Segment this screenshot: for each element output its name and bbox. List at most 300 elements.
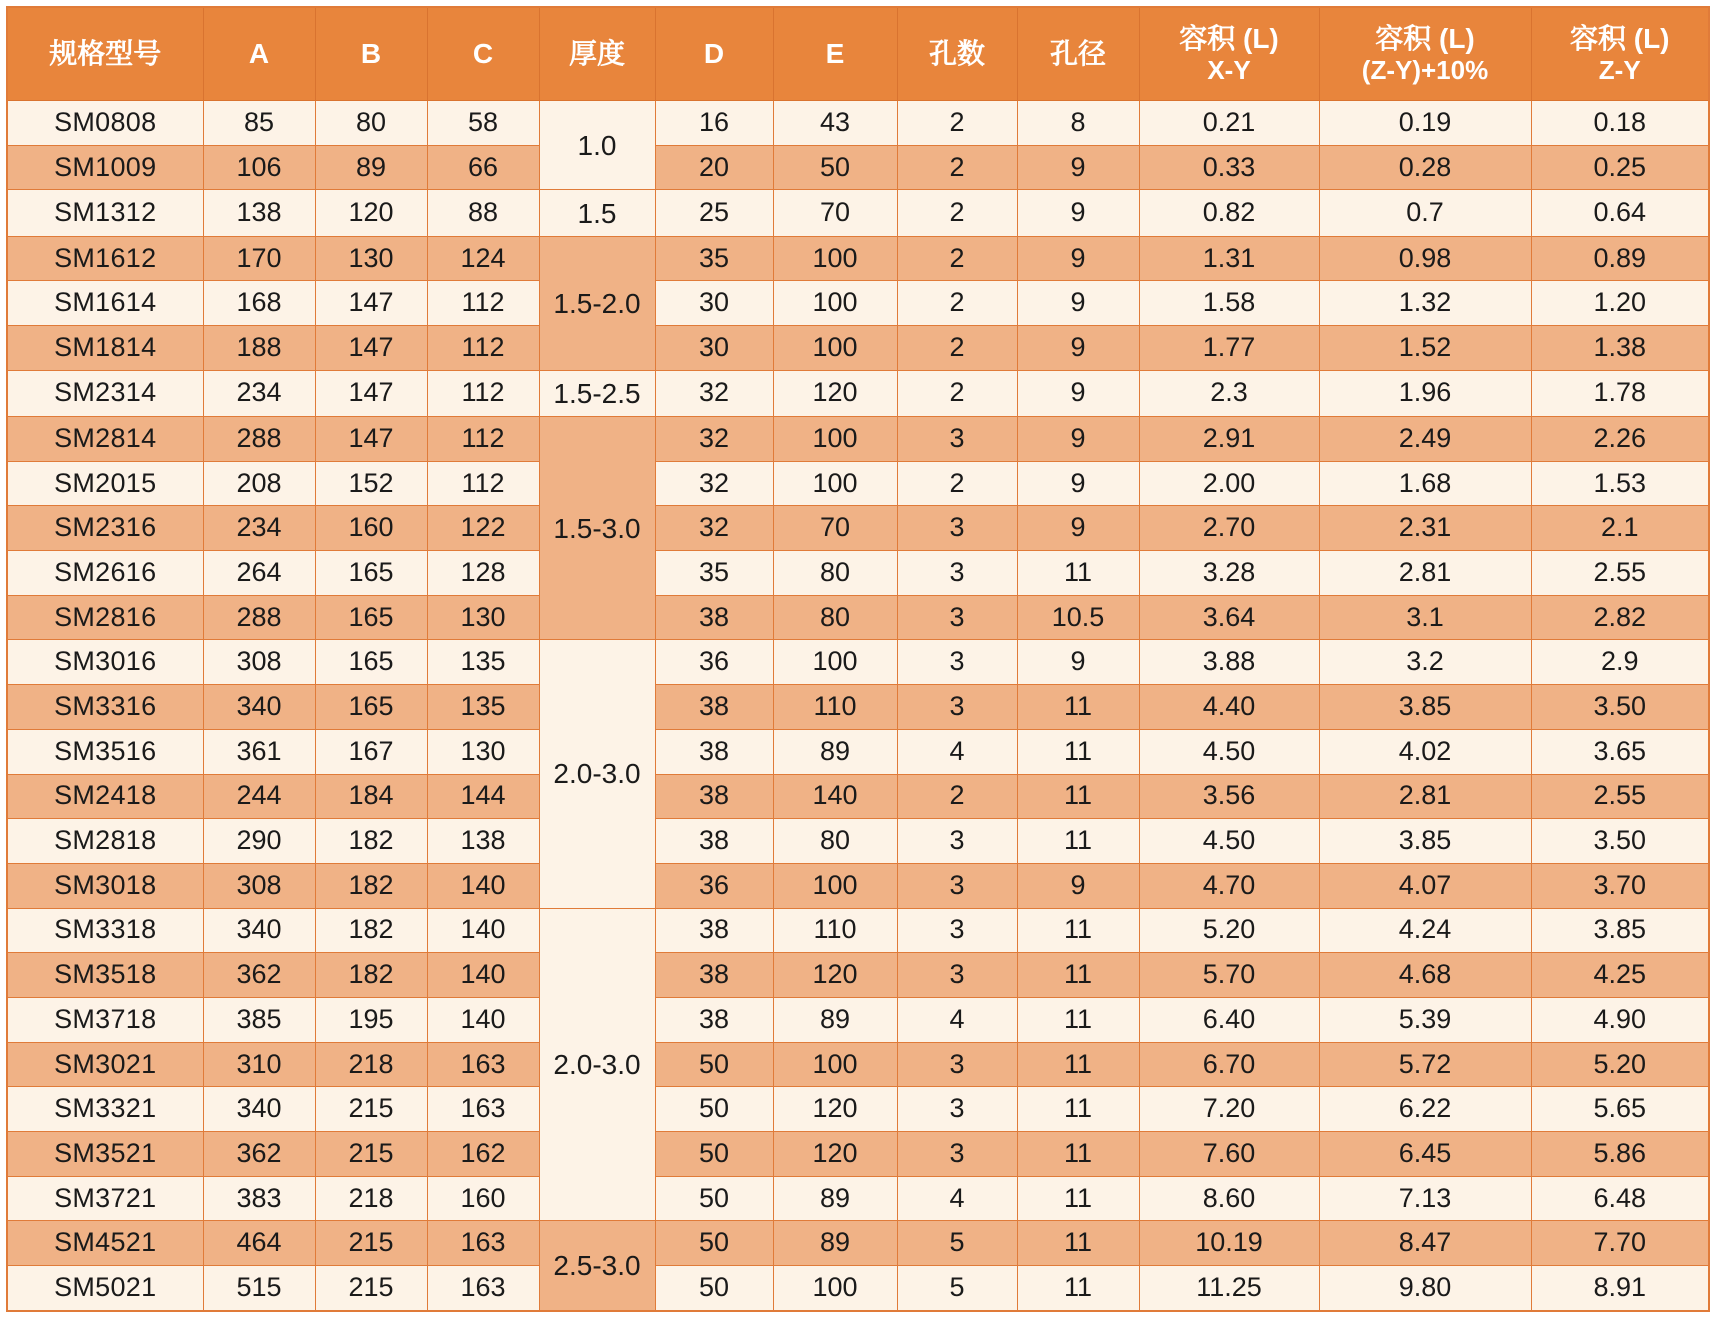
header-main-text: B: [360, 38, 382, 70]
cell-volume-zy: 5.86: [1531, 1132, 1709, 1177]
header-main-text: C: [472, 38, 494, 70]
cell-hole-count: 2: [897, 190, 1017, 236]
cell-model: SM2814: [7, 417, 203, 462]
cell-e: 89: [773, 1176, 897, 1221]
cell-e: 100: [773, 281, 897, 326]
cell-b: 184: [315, 774, 427, 819]
cell-a: 234: [203, 506, 315, 551]
cell-model: SM2818: [7, 819, 203, 864]
cell-volume-zy: 2.55: [1531, 774, 1709, 819]
cell-d: 25: [655, 190, 773, 236]
cell-hole-diameter: 11: [1017, 997, 1139, 1042]
cell-e: 80: [773, 819, 897, 864]
cell-b: 182: [315, 819, 427, 864]
cell-volume-zy: 2.26: [1531, 417, 1709, 462]
cell-volume-xy: 1.58: [1139, 281, 1319, 326]
cell-volume-xy: 0.21: [1139, 101, 1319, 146]
cell-c: 140: [427, 863, 539, 908]
cell-hole-count: 3: [897, 595, 1017, 640]
cell-d: 38: [655, 908, 773, 953]
cell-volume-xy: 5.20: [1139, 908, 1319, 953]
column-header-volume-zy: [1531, 7, 1709, 101]
cell-a: 361: [203, 729, 315, 774]
cell-hole-count: 3: [897, 685, 1017, 730]
cell-a: 362: [203, 953, 315, 998]
cell-volume-zy10: 0.98: [1319, 236, 1531, 281]
cell-volume-zy: 3.65: [1531, 729, 1709, 774]
cell-volume-zy: 3.85: [1531, 908, 1709, 953]
cell-e: 110: [773, 908, 897, 953]
cell-model: SM3521: [7, 1132, 203, 1177]
cell-d: 35: [655, 236, 773, 281]
cell-d: 36: [655, 863, 773, 908]
cell-e: 89: [773, 997, 897, 1042]
cell-d: 38: [655, 595, 773, 640]
cell-volume-zy: 1.38: [1531, 326, 1709, 371]
cell-hole-diameter: 11: [1017, 1132, 1139, 1177]
cell-d: 50: [655, 1042, 773, 1087]
cell-thickness: 2.0-3.0: [539, 640, 655, 908]
cell-hole-diameter: 9: [1017, 236, 1139, 281]
cell-d: 38: [655, 953, 773, 998]
cell-model: SM2418: [7, 774, 203, 819]
table-row: [7, 1087, 1709, 1132]
cell-a: 385: [203, 997, 315, 1042]
cell-volume-zy10: 5.39: [1319, 997, 1531, 1042]
cell-model: SM2015: [7, 461, 203, 506]
cell-volume-zy10: 5.72: [1319, 1042, 1531, 1087]
cell-e: 89: [773, 729, 897, 774]
cell-c: 130: [427, 595, 539, 640]
cell-volume-xy: 10.19: [1139, 1221, 1319, 1266]
cell-hole-count: 2: [897, 236, 1017, 281]
cell-a: 464: [203, 1221, 315, 1266]
cell-hole-diameter: 11: [1017, 1042, 1139, 1087]
cell-a: 308: [203, 640, 315, 685]
cell-a: 340: [203, 1087, 315, 1132]
table-header: [7, 7, 1709, 101]
cell-e: 80: [773, 551, 897, 596]
cell-a: 168: [203, 281, 315, 326]
cell-hole-count: 2: [897, 370, 1017, 416]
header-main-text: 孔径: [1049, 38, 1106, 70]
cell-e: 120: [773, 1087, 897, 1132]
cell-volume-zy: 2.82: [1531, 595, 1709, 640]
cell-model: SM3016: [7, 640, 203, 685]
cell-c: 144: [427, 774, 539, 819]
cell-volume-xy: 11.25: [1139, 1266, 1319, 1311]
cell-c: 138: [427, 819, 539, 864]
cell-hole-count: 3: [897, 953, 1017, 998]
cell-volume-zy: 2.1: [1531, 506, 1709, 551]
cell-c: 163: [427, 1087, 539, 1132]
table-row: [7, 774, 1709, 819]
cell-volume-zy10: 1.32: [1319, 281, 1531, 326]
cell-e: 100: [773, 1266, 897, 1311]
cell-model: SM1612: [7, 236, 203, 281]
cell-hole-diameter: 11: [1017, 1087, 1139, 1132]
cell-hole-diameter: 11: [1017, 729, 1139, 774]
cell-volume-zy10: 3.85: [1319, 819, 1531, 864]
header-main-text: E: [825, 38, 845, 70]
header-sub-text: X-Y: [1207, 55, 1251, 86]
cell-b: 218: [315, 1176, 427, 1221]
cell-c: 130: [427, 729, 539, 774]
cell-hole-count: 3: [897, 1087, 1017, 1132]
cell-volume-zy: 1.20: [1531, 281, 1709, 326]
cell-a: 308: [203, 863, 315, 908]
cell-volume-zy10: 2.31: [1319, 506, 1531, 551]
table-row: [7, 326, 1709, 371]
cell-b: 120: [315, 190, 427, 236]
cell-hole-diameter: 10.5: [1017, 595, 1139, 640]
cell-d: 50: [655, 1221, 773, 1266]
header-main-text: D: [703, 38, 725, 70]
cell-hole-diameter: 8: [1017, 101, 1139, 146]
table-row: [7, 145, 1709, 190]
cell-d: 38: [655, 685, 773, 730]
cell-hole-count: 4: [897, 997, 1017, 1042]
cell-hole-count: 2: [897, 281, 1017, 326]
cell-a: 362: [203, 1132, 315, 1177]
table-row: [7, 908, 1709, 953]
cell-a: 188: [203, 326, 315, 371]
cell-thickness: 1.5: [539, 190, 655, 236]
cell-e: 100: [773, 326, 897, 371]
cell-d: 50: [655, 1087, 773, 1132]
cell-volume-xy: 3.56: [1139, 774, 1319, 819]
cell-volume-xy: 0.82: [1139, 190, 1319, 236]
cell-model: SM3321: [7, 1087, 203, 1132]
cell-model: SM1614: [7, 281, 203, 326]
cell-e: 89: [773, 1221, 897, 1266]
cell-b: 130: [315, 236, 427, 281]
cell-b: 147: [315, 417, 427, 462]
header-sub-text: (Z-Y)+10%: [1361, 55, 1489, 86]
cell-e: 100: [773, 640, 897, 685]
cell-d: 50: [655, 1176, 773, 1221]
cell-volume-zy: 6.48: [1531, 1176, 1709, 1221]
header-main-text: 孔数: [928, 38, 985, 70]
cell-e: 100: [773, 1042, 897, 1087]
cell-volume-zy10: 6.22: [1319, 1087, 1531, 1132]
cell-hole-count: 3: [897, 640, 1017, 685]
cell-hole-diameter: 11: [1017, 551, 1139, 596]
cell-e: 100: [773, 236, 897, 281]
cell-volume-zy: 5.65: [1531, 1087, 1709, 1132]
cell-b: 215: [315, 1087, 427, 1132]
cell-b: 147: [315, 370, 427, 416]
cell-d: 38: [655, 819, 773, 864]
cell-hole-count: 2: [897, 101, 1017, 146]
cell-hole-count: 5: [897, 1221, 1017, 1266]
cell-volume-zy10: 8.47: [1319, 1221, 1531, 1266]
cell-hole-diameter: 9: [1017, 461, 1139, 506]
cell-volume-zy10: 6.45: [1319, 1132, 1531, 1177]
cell-c: 112: [427, 326, 539, 371]
cell-volume-zy10: 2.81: [1319, 551, 1531, 596]
cell-c: 162: [427, 1132, 539, 1177]
cell-hole-count: 2: [897, 461, 1017, 506]
cell-volume-zy: 1.53: [1531, 461, 1709, 506]
cell-volume-zy10: 3.2: [1319, 640, 1531, 685]
cell-volume-xy: 4.70: [1139, 863, 1319, 908]
cell-volume-xy: 4.50: [1139, 819, 1319, 864]
cell-hole-count: 2: [897, 145, 1017, 190]
cell-volume-zy: 2.55: [1531, 551, 1709, 596]
table-row: [7, 685, 1709, 730]
table-row: [7, 819, 1709, 864]
cell-b: 165: [315, 551, 427, 596]
cell-b: 215: [315, 1132, 427, 1177]
cell-e: 100: [773, 417, 897, 462]
column-header-volume-xy: [1139, 7, 1319, 101]
cell-volume-xy: 6.40: [1139, 997, 1319, 1042]
cell-d: 32: [655, 370, 773, 416]
cell-volume-zy10: 9.80: [1319, 1266, 1531, 1311]
column-header-volume-zy10: [1319, 7, 1531, 101]
cell-a: 264: [203, 551, 315, 596]
cell-volume-zy: 3.50: [1531, 685, 1709, 730]
cell-b: 195: [315, 997, 427, 1042]
cell-model: SM3021: [7, 1042, 203, 1087]
cell-b: 182: [315, 953, 427, 998]
cell-c: 66: [427, 145, 539, 190]
cell-volume-zy: 0.18: [1531, 101, 1709, 146]
cell-thickness: 2.0-3.0: [539, 908, 655, 1221]
cell-volume-zy10: 1.52: [1319, 326, 1531, 371]
cell-a: 383: [203, 1176, 315, 1221]
column-header-b: [315, 7, 427, 101]
cell-hole-count: 2: [897, 326, 1017, 371]
cell-hole-count: 3: [897, 417, 1017, 462]
cell-volume-xy: 2.3: [1139, 370, 1319, 416]
cell-c: 163: [427, 1266, 539, 1311]
cell-c: 122: [427, 506, 539, 551]
table-row: [7, 1132, 1709, 1177]
header-main-text: 容积 (L): [1375, 23, 1475, 55]
cell-c: 160: [427, 1176, 539, 1221]
cell-hole-count: 3: [897, 551, 1017, 596]
cell-b: 215: [315, 1221, 427, 1266]
cell-c: 163: [427, 1221, 539, 1266]
cell-volume-xy: 6.70: [1139, 1042, 1319, 1087]
header-sub-text: Z-Y: [1598, 55, 1641, 86]
cell-c: 112: [427, 461, 539, 506]
cell-b: 165: [315, 595, 427, 640]
cell-model: SM1009: [7, 145, 203, 190]
cell-model: SM2314: [7, 370, 203, 416]
cell-e: 100: [773, 461, 897, 506]
cell-hole-diameter: 9: [1017, 190, 1139, 236]
cell-volume-zy: 3.70: [1531, 863, 1709, 908]
cell-e: 120: [773, 953, 897, 998]
cell-volume-zy: 3.50: [1531, 819, 1709, 864]
cell-b: 147: [315, 281, 427, 326]
cell-thickness: 2.5-3.0: [539, 1221, 655, 1311]
column-header-hole-count: [897, 7, 1017, 101]
cell-hole-diameter: 11: [1017, 1176, 1139, 1221]
cell-e: 70: [773, 190, 897, 236]
cell-c: 140: [427, 953, 539, 998]
header-row: [7, 7, 1709, 101]
cell-hole-count: 3: [897, 863, 1017, 908]
cell-volume-xy: 3.88: [1139, 640, 1319, 685]
cell-volume-xy: 2.00: [1139, 461, 1319, 506]
column-header-a: [203, 7, 315, 101]
cell-d: 32: [655, 506, 773, 551]
table-row: [7, 729, 1709, 774]
cell-volume-xy: 0.33: [1139, 145, 1319, 190]
table-row: [7, 236, 1709, 281]
table-body: [7, 101, 1709, 1312]
cell-volume-zy: 4.90: [1531, 997, 1709, 1042]
cell-a: 170: [203, 236, 315, 281]
column-header-e: [773, 7, 897, 101]
cell-d: 36: [655, 640, 773, 685]
cell-volume-zy: 1.78: [1531, 370, 1709, 416]
cell-d: 30: [655, 281, 773, 326]
cell-volume-xy: 7.60: [1139, 1132, 1319, 1177]
cell-hole-diameter: 11: [1017, 953, 1139, 998]
cell-volume-zy: 8.91: [1531, 1266, 1709, 1311]
cell-hole-count: 3: [897, 819, 1017, 864]
cell-model: SM1814: [7, 326, 203, 371]
cell-d: 20: [655, 145, 773, 190]
cell-model: SM2316: [7, 506, 203, 551]
cell-a: 244: [203, 774, 315, 819]
cell-hole-diameter: 9: [1017, 281, 1139, 326]
cell-c: 112: [427, 370, 539, 416]
cell-hole-diameter: 9: [1017, 326, 1139, 371]
cell-hole-count: 3: [897, 1042, 1017, 1087]
cell-volume-zy10: 4.24: [1319, 908, 1531, 953]
cell-c: 112: [427, 281, 539, 326]
cell-model: SM3318: [7, 908, 203, 953]
cell-hole-count: 3: [897, 908, 1017, 953]
cell-volume-xy: 4.40: [1139, 685, 1319, 730]
cell-a: 234: [203, 370, 315, 416]
cell-volume-xy: 8.60: [1139, 1176, 1319, 1221]
cell-d: 35: [655, 551, 773, 596]
column-header-model: [7, 7, 203, 101]
cell-e: 100: [773, 863, 897, 908]
cell-d: 38: [655, 997, 773, 1042]
cell-hole-count: 4: [897, 1176, 1017, 1221]
cell-volume-zy10: 1.68: [1319, 461, 1531, 506]
cell-volume-zy: 2.9: [1531, 640, 1709, 685]
cell-a: 85: [203, 101, 315, 146]
cell-d: 16: [655, 101, 773, 146]
cell-volume-xy: 5.70: [1139, 953, 1319, 998]
cell-d: 38: [655, 774, 773, 819]
cell-hole-diameter: 11: [1017, 1221, 1139, 1266]
cell-a: 288: [203, 417, 315, 462]
cell-hole-count: 2: [897, 774, 1017, 819]
cell-c: 135: [427, 685, 539, 730]
cell-hole-diameter: 11: [1017, 908, 1139, 953]
column-header-hole-diameter: [1017, 7, 1139, 101]
cell-b: 152: [315, 461, 427, 506]
cell-d: 32: [655, 417, 773, 462]
cell-model: SM3516: [7, 729, 203, 774]
table-row: [7, 1042, 1709, 1087]
cell-d: 32: [655, 461, 773, 506]
header-main-text: 规格型号: [49, 38, 162, 70]
cell-a: 208: [203, 461, 315, 506]
header-main-text: 容积 (L): [1569, 23, 1670, 55]
header-main-text: 容积 (L): [1179, 23, 1279, 55]
cell-model: SM4521: [7, 1221, 203, 1266]
cell-c: 124: [427, 236, 539, 281]
cell-e: 43: [773, 101, 897, 146]
cell-hole-count: 3: [897, 1132, 1017, 1177]
cell-volume-xy: 2.70: [1139, 506, 1319, 551]
cell-a: 310: [203, 1042, 315, 1087]
table-row: [7, 1176, 1709, 1221]
cell-volume-zy: 5.20: [1531, 1042, 1709, 1087]
cell-model: SM3018: [7, 863, 203, 908]
cell-d: 50: [655, 1132, 773, 1177]
cell-e: 120: [773, 1132, 897, 1177]
cell-volume-zy10: 0.19: [1319, 101, 1531, 146]
cell-model: SM0808: [7, 101, 203, 146]
cell-model: SM2616: [7, 551, 203, 596]
cell-b: 165: [315, 640, 427, 685]
cell-model: SM5021: [7, 1266, 203, 1311]
cell-volume-xy: 1.31: [1139, 236, 1319, 281]
cell-hole-count: 4: [897, 729, 1017, 774]
cell-volume-xy: 7.20: [1139, 1087, 1319, 1132]
cell-d: 30: [655, 326, 773, 371]
cell-a: 515: [203, 1266, 315, 1311]
table-row: [7, 551, 1709, 596]
cell-volume-zy: 4.25: [1531, 953, 1709, 998]
column-header-thickness: [539, 7, 655, 101]
cell-hole-diameter: 9: [1017, 640, 1139, 685]
cell-b: 80: [315, 101, 427, 146]
header-main-text: A: [248, 38, 270, 70]
cell-volume-zy10: 0.28: [1319, 145, 1531, 190]
cell-hole-diameter: 11: [1017, 774, 1139, 819]
cell-c: 128: [427, 551, 539, 596]
cell-volume-xy: 2.91: [1139, 417, 1319, 462]
cell-a: 340: [203, 685, 315, 730]
table-row: [7, 1266, 1709, 1311]
table-row: [7, 190, 1709, 236]
cell-model: SM3518: [7, 953, 203, 998]
table-row: [7, 640, 1709, 685]
cell-e: 140: [773, 774, 897, 819]
cell-b: 182: [315, 863, 427, 908]
table-row: [7, 370, 1709, 416]
cell-a: 138: [203, 190, 315, 236]
cell-b: 218: [315, 1042, 427, 1087]
cell-b: 167: [315, 729, 427, 774]
cell-e: 80: [773, 595, 897, 640]
cell-volume-zy: 0.64: [1531, 190, 1709, 236]
table-row: [7, 595, 1709, 640]
cell-volume-zy: 0.89: [1531, 236, 1709, 281]
cell-hole-diameter: 9: [1017, 506, 1139, 551]
table-row: [7, 461, 1709, 506]
table-row: [7, 863, 1709, 908]
cell-c: 88: [427, 190, 539, 236]
cell-c: 112: [427, 417, 539, 462]
cell-hole-diameter: 9: [1017, 370, 1139, 416]
column-header-c: [427, 7, 539, 101]
cell-thickness: 1.5-3.0: [539, 417, 655, 640]
